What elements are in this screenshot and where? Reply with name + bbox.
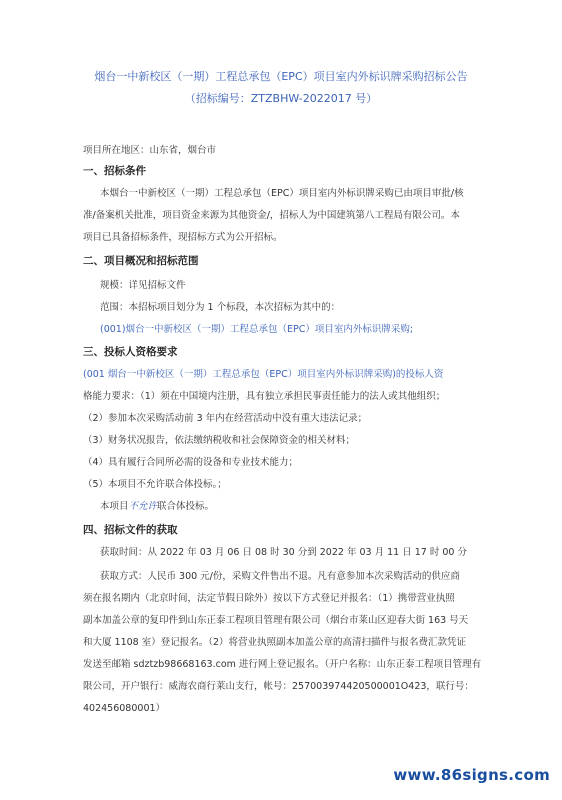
section-1-line: 准/备案机关批准，项目资金来源为其他资金/，招标人为中国建筑第八工程局有限公司。本 [83,210,460,221]
section-2-line: 范围：本招标项目划分为 1 个标段，本次招标为其中的： [100,302,341,313]
section-4-line: 402456080001） [83,703,166,714]
section-heading-3: 三、投标人资格要求 [83,346,178,358]
project-location: 项目所在地区：山东省，烟台市 [83,145,217,156]
section-4-line: 获取时间：从 2022 年 03 月 06 日 08 时 30 分到 2022 年 03 月 11 日 17 时 00 分 [100,547,467,558]
section-3-line: （2）参加本次采购活动前 3 年内在经营活动中没有重大违法记录； [83,413,368,424]
section-2-line: 规模：详见招标文件 [100,280,186,291]
joint-bid-highlight: 不允许 [128,501,158,512]
section-heading-1: 一、招标条件 [83,165,146,177]
section-4-line: 限公司，开户银行：威海农商行莱山支行，帐号：257003974420500001O423，联行号： [83,681,474,692]
document-title: 烟台一中新校区（一期）工程总承包（EPC）项目室内外标识牌采购招标公告 [94,70,468,83]
section-heading-2: 二、项目概况和招标范围 [83,255,199,267]
section-4-line: 须在报名期内（北京时间，法定节假日除外）按以下方式登记并报名：（1）携带营业执照 [83,593,455,604]
section-1-line: 本烟台一中新校区（一期）工程总承包（EPC）项目室内外标识牌采购已由项目审批/核 [100,188,464,199]
website-watermark: www.86signs.com [393,766,550,784]
section-4-line: 副本加盖公章的复印件到山东正泰工程项目管理有限公司（烟台市莱山区迎春大街 163 号天 [83,615,469,626]
document-subtitle: （招标编号：ZTZBHW-2022017 号） [184,92,378,105]
section-2-line: (001)烟台一中新校区（一期）工程总承包（EPC）项目室内外标识牌采购; [100,324,414,335]
joint-bid-suffix: 联合体投标。 [157,501,215,512]
section-3-line: (001 烟台一中新校区（一期）工程总承包（EPC）项目室内外标识牌采购)的投标人资 [83,369,444,380]
section-3-line: （5）本项目不允许联合体投标。； [83,479,227,490]
section-3-joint-bid-line [100,500,214,513]
section-4-line: 发送至邮箱 sdztzb98668163.com 进行网上登记报名。（开户名称：山东正泰工程项目管理有 [83,659,482,670]
section-3-line: 格能力要求：（1）须在中国境内注册，具有独立承担民事责任能力的法人或其他组织； [83,391,446,402]
section-heading-4: 四、招标文件的获取 [83,524,178,536]
section-3-line: （4）具有履行合同所必需的设备和专业技术能力； [83,457,299,468]
section-4-line: 获取方式：人民币 300 元/份，采购文件售出不退。凡有意参加本次采购活动的供应商 [100,571,460,582]
section-4-line: 和大厦 1108 室）登记报名。（2）将营业执照副本加盖公章的高清扫描件与报名费汇款凭证 [83,637,467,648]
section-1-line: 项目已具备招标条件，现招标方式为公开招标。 [83,232,283,243]
joint-bid-prefix: 本项目 [100,501,129,512]
section-3-line: （3）财务状况报告，依法缴纳税收和社会保障资金的相关材料； [83,435,356,446]
